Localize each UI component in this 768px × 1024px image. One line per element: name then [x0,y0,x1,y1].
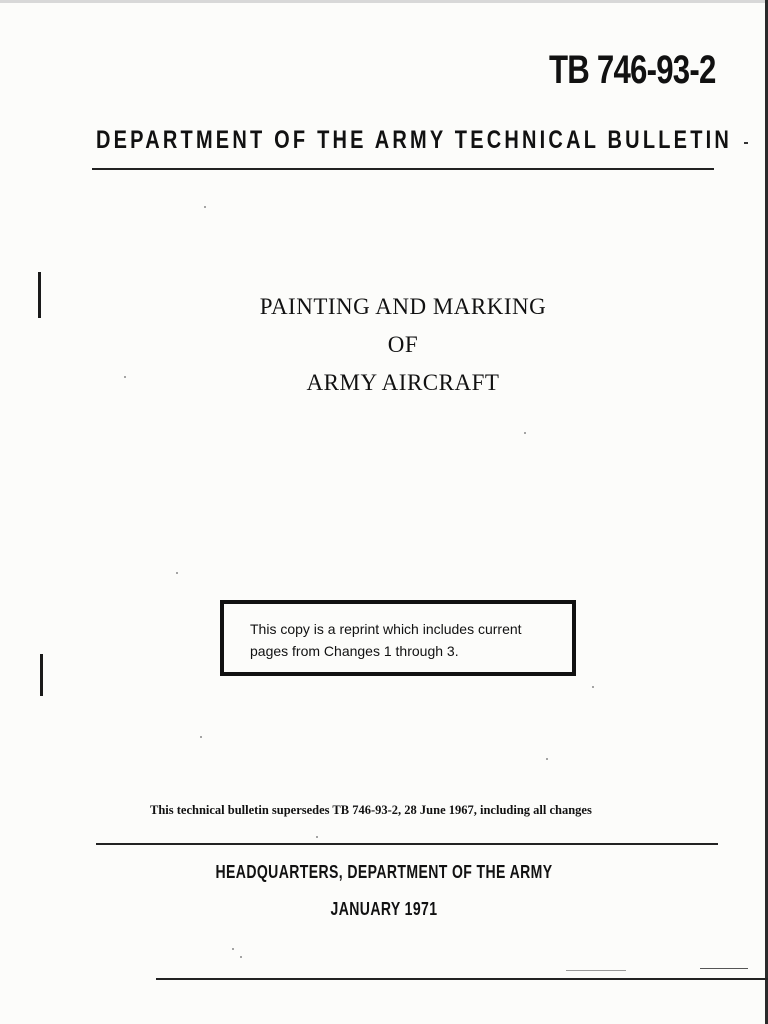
title-line-1: PAINTING AND MARKING [259,294,547,319]
scan-speck [232,948,234,950]
scan-speck [124,376,126,378]
footer-rule-top [96,843,718,845]
top-edge [0,0,768,3]
scan-mark [700,968,748,969]
binding-hole-mark-upper [38,272,41,318]
scan-speck [592,686,594,688]
heading-rule [92,168,714,170]
scan-speck [176,572,178,574]
scan-speck [240,956,242,958]
scan-speck [546,758,548,760]
title-block [140,288,666,402]
reprint-notice-line-2: pages from Changes 1 through 3. [250,643,459,659]
footer-rule-bottom [156,978,768,980]
scan-mark [566,970,626,971]
title-line-3: ARMY AIRCRAFT [306,370,500,395]
title-line-2: OF [387,332,419,357]
supersedes-note: This technical bulletin supersedes TB 746-93-2, 28 June 1967, including all changes [150,803,592,817]
issuer: HEADQUARTERS, DEPARTMENT OF THE ARMY [215,862,553,882]
reprint-notice-line-1: This copy is a reprint which includes current [250,621,522,637]
scan-speck [204,206,206,208]
reprint-notice-text [250,618,522,662]
issue-date: JANUARY 1971 [330,899,438,919]
scan-mark [744,142,748,144]
bulletin-heading: DEPARTMENT OF THE ARMY TECHNICAL BULLETIN [96,126,733,154]
reprint-notice-box [220,600,576,676]
scan-speck [316,836,318,838]
scan-speck [200,736,202,738]
scan-speck [524,432,526,434]
binding-hole-mark-lower [40,654,43,696]
document-number: TB 746-93-2 [549,48,716,92]
